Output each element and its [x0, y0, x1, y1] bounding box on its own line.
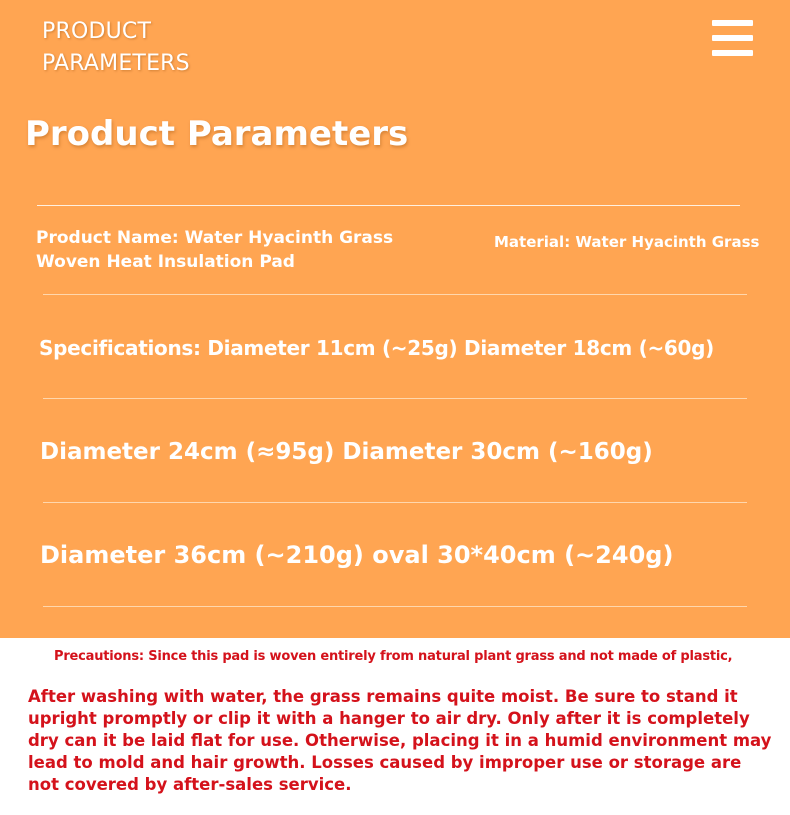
- material: Material: Water Hyacinth Grass: [494, 233, 760, 251]
- section-tag: [42, 16, 190, 80]
- precautions-title: Precautions: Since this pad is woven entirely from natural plant grass and not made of plastic,: [54, 649, 733, 664]
- product-name: Product Name: Water Hyacinth Grass Woven Heat Insulation Pad: [36, 228, 394, 272]
- menu-bar: [712, 35, 753, 41]
- page-title: Product Parameters: [25, 114, 409, 154]
- menu-bar: [712, 50, 753, 56]
- divider: [43, 294, 747, 295]
- hamburger-menu-icon[interactable]: [712, 20, 753, 56]
- divider: [43, 606, 747, 607]
- menu-bar: [712, 20, 753, 26]
- divider: [37, 205, 740, 206]
- divider: [43, 502, 747, 503]
- precautions-body: After washing with water, the grass remains quite moist. Be sure to stand it upright promptly or clip it with a hanger to air dry. Only after it is completely dry can it be laid flat for use. Otherwise, placing it in a humid environment may lead to mold and hair growth. Losses caused by improper use or storage are not covered by after-sales service.: [28, 687, 772, 794]
- specifications-line-1: Specifications: Diameter 11cm (~25g) Diameter 18cm (~60g): [39, 336, 715, 360]
- specifications-line-2: Diameter 24cm (≈95g) Diameter 30cm (~160g): [40, 439, 653, 465]
- specifications-line-3: Diameter 36cm (~210g) oval 30*40cm (~240g): [40, 541, 674, 569]
- divider: [43, 398, 747, 399]
- section-tag-line1: PRODUCT: [42, 19, 152, 44]
- section-tag-line2: PARAMETERS: [42, 51, 190, 76]
